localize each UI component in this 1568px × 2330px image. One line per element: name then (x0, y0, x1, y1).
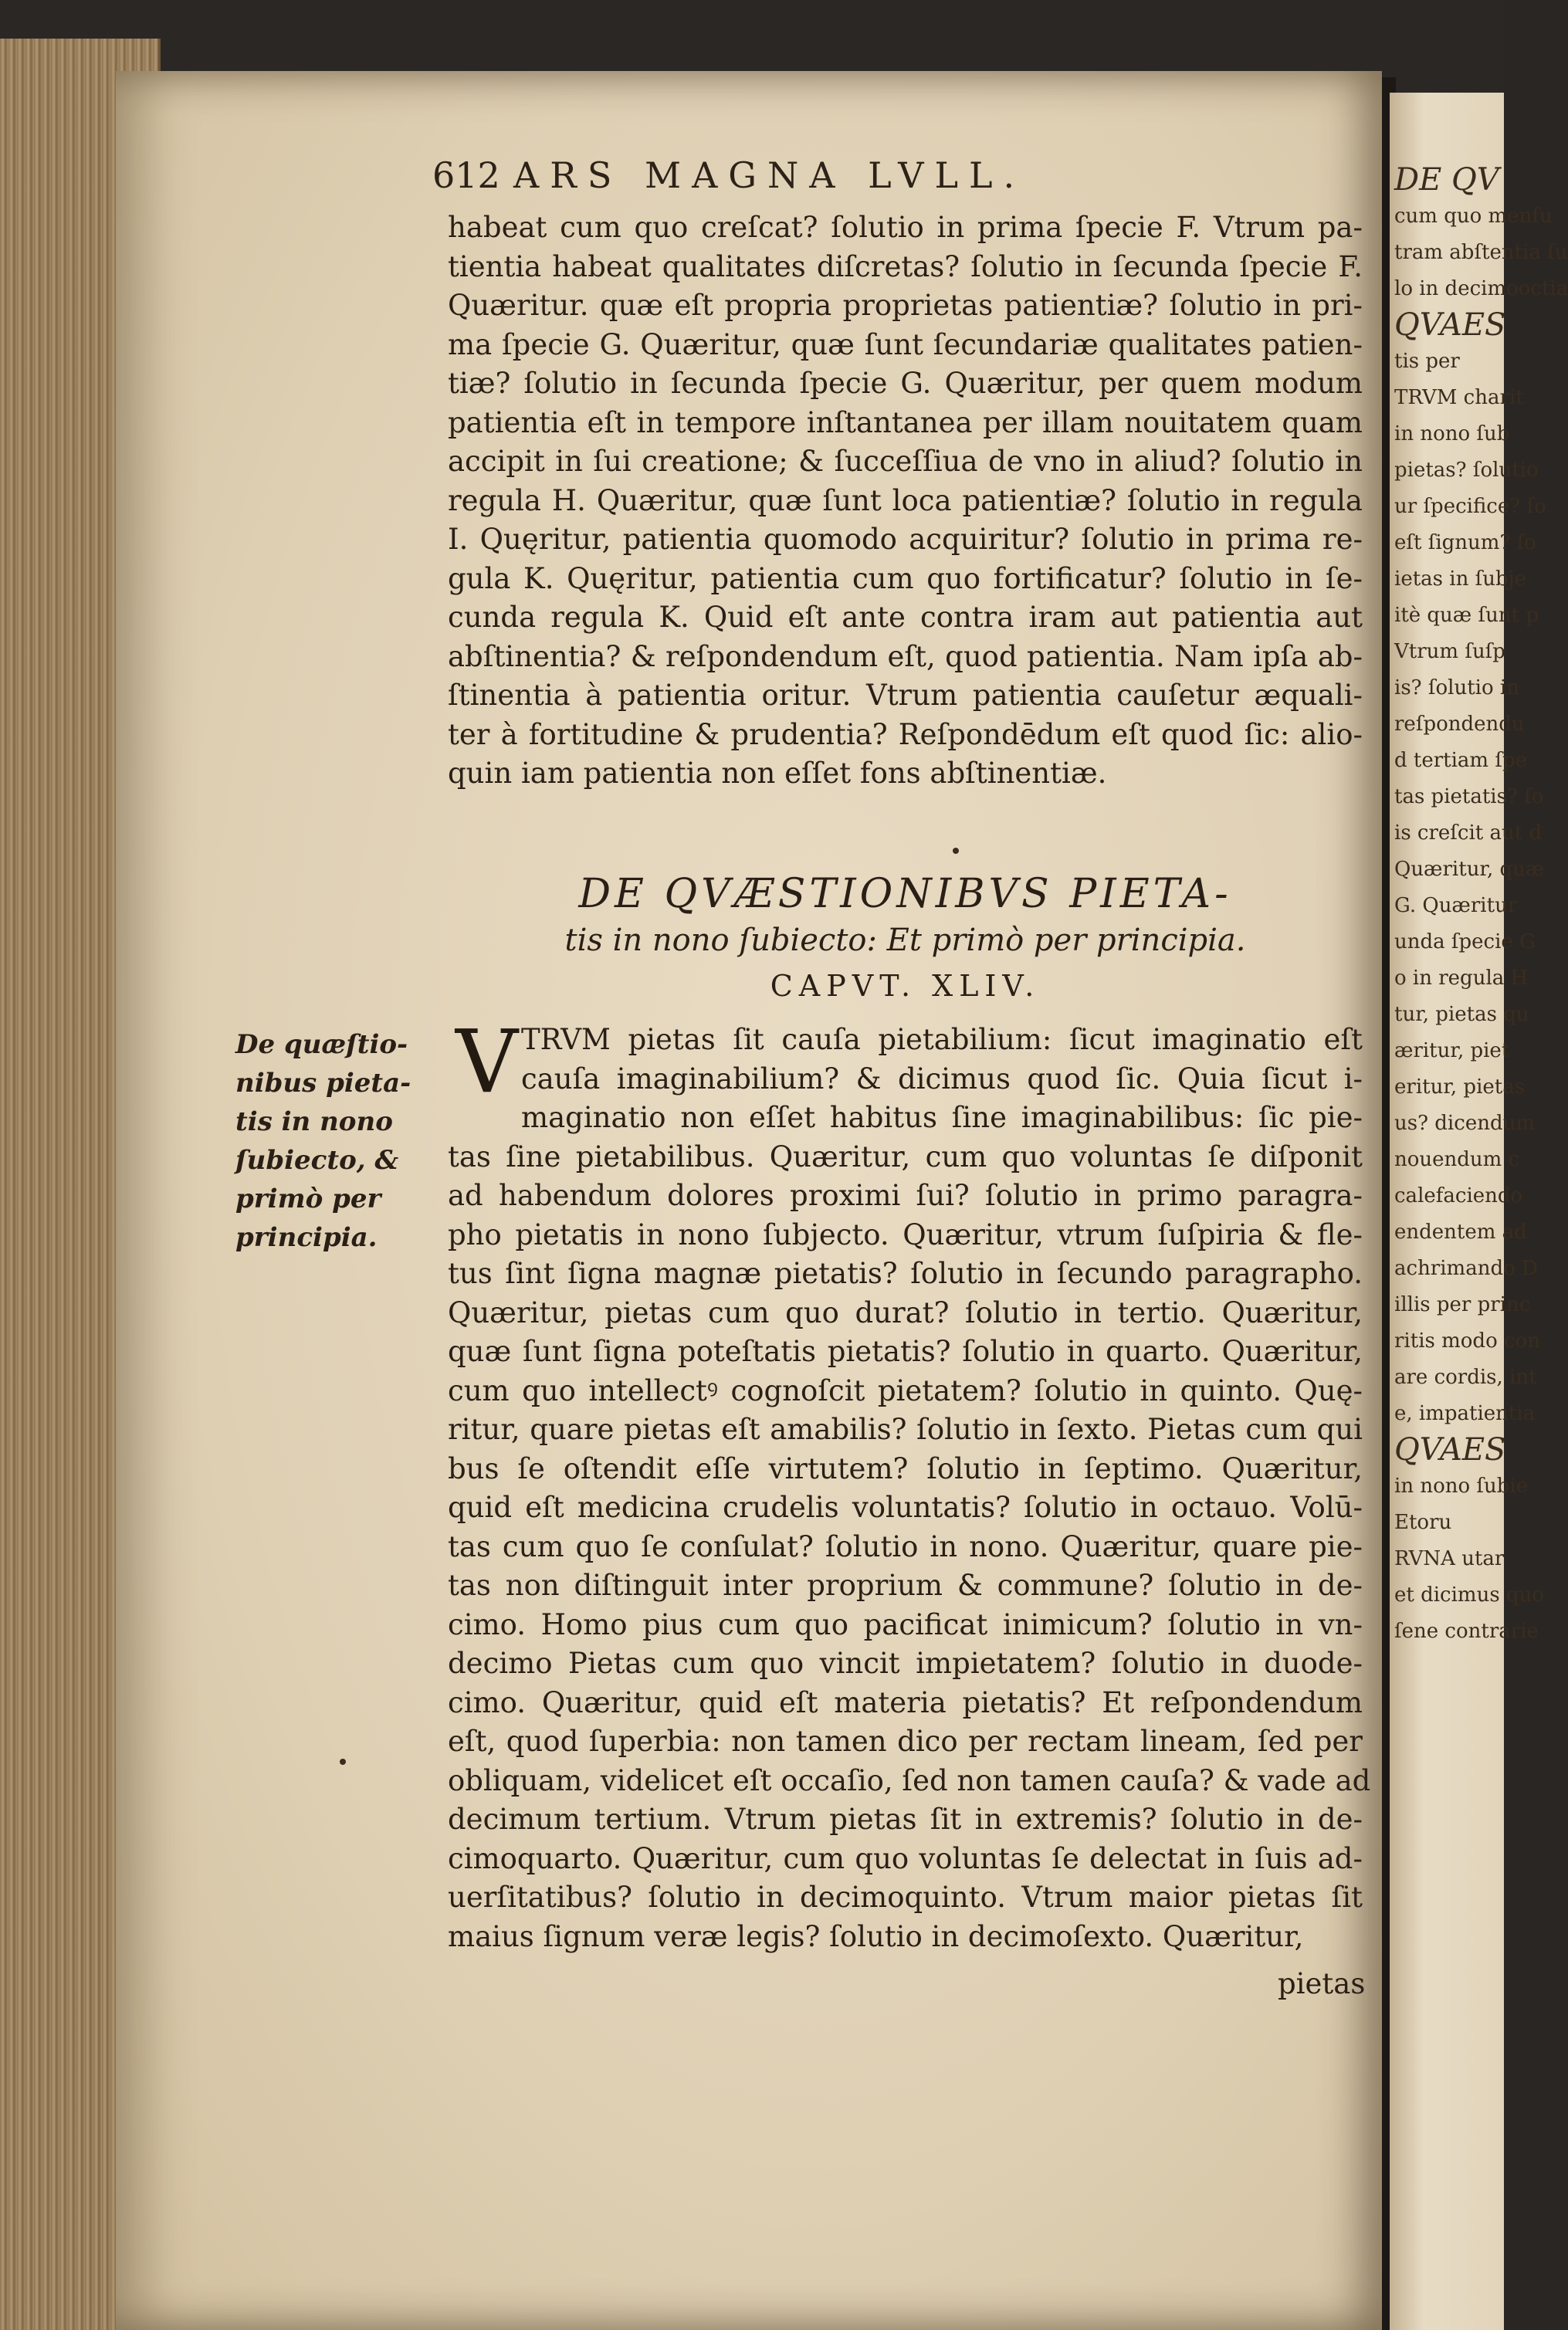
facing-page-line: e, impatientia (1394, 1402, 1536, 1425)
facing-page-line: Quæritur, quæ (1394, 858, 1545, 881)
facing-page-line: calefaciendo (1394, 1184, 1523, 1207)
chapter-subtitle: tis in nono ſubiecto: Et primò per principia. (564, 923, 1246, 958)
facing-page-line: ur ſpecifice? ſo (1394, 495, 1546, 518)
text-line: eſt, quod ſuperbia: non tamen dico per rectam lineam, ſed per (448, 1725, 1363, 1758)
text-line: cimo. Quæritur, quid eſt materia pietatis? Et reſpondendum (448, 1685, 1363, 1719)
text-line: quin iam patientia non eſſet fons abſtinentiæ. (448, 757, 1107, 790)
facing-page-line: endentem ad (1394, 1221, 1527, 1244)
text-line: quid eſt medicina crudelis voluntatis? ſolutio in octauo. Volū- (448, 1491, 1363, 1524)
chapter-title: DE QVÆSTIONIBVS PIETA- (578, 871, 1232, 917)
facing-page-line: cum quo menſu (1394, 205, 1553, 228)
text-line: pho pietatis in nono ſubjecto. Quæritur, vtrum ſuſpiria & fle- (448, 1217, 1363, 1251)
running-title: ARS MAGNA LVLL. (513, 154, 1026, 196)
facing-page-line: QVAES (1394, 307, 1506, 343)
facing-page-line: Etoru (1394, 1511, 1452, 1534)
facing-page-line: RVNA utar (1394, 1547, 1505, 1570)
text-line: decimo Pietas cum quo vincit impietatem? ſolutio in duode- (448, 1647, 1363, 1680)
drop-capital: V (455, 1012, 518, 1113)
catchword: pietas (1278, 1967, 1366, 2000)
facing-page-line: ietas in ſubje (1394, 567, 1527, 591)
text-line: ſtinentia à patientia oritur. Vtrum patientia cauſetur æquali- (448, 679, 1363, 712)
facing-page-line: TRVM charit (1394, 386, 1524, 409)
text-line: cimo. Homo pius cum quo pacificat inimicum? ſolutio in vn- (448, 1607, 1363, 1641)
ink-spot (953, 848, 959, 854)
facing-page-line: æritur, piet (1394, 1039, 1510, 1062)
marginal-note (235, 1025, 413, 1257)
facing-page-line: itè quæ ſunt p (1394, 604, 1539, 627)
facing-page (1390, 93, 1568, 2330)
facing-page-text (1394, 162, 1568, 1650)
ink-spot (340, 1759, 346, 1765)
text-line: regula H. Quæritur, quæ ſunt loca patientiæ? ſolutio in regula (448, 483, 1363, 517)
facing-page-line: d tertiam ſpe (1394, 749, 1528, 772)
text-line: Quæritur, pietas cum quo durat? ſolutio in tertio. Quæritur, (448, 1295, 1363, 1329)
facing-page-line: ſene contrarie (1394, 1620, 1539, 1643)
text-line: uerſitatibus? ſolutio in decimoquinto. Vtrum maior pietas ſit (448, 1881, 1363, 1914)
text-line: cum quo intellectꝰ cognoſcit pietatem? ſolutio in quinto. Quę- (448, 1373, 1363, 1407)
marginal-note-line: principia. (235, 1222, 378, 1253)
facing-page-line: et dicimus quo (1394, 1583, 1544, 1607)
marginal-note-line: tis in nono (235, 1106, 393, 1137)
text-line: tas cum quo ſe conſulat? ſolutio in nono. Quæritur, quare pie- (448, 1529, 1363, 1563)
text-line: obliquam, videlicet eſt occaſio, ſed non tamen cauſa? & vade ad (448, 1763, 1371, 1797)
text-line: maginatio non eſſet habitus ſine imaginabilibus: ſic pie- (521, 1101, 1363, 1134)
facing-page-line: achrimando D (1394, 1257, 1538, 1280)
facing-page-line: tram abſtentia ſu (1394, 241, 1568, 264)
facing-page-line: in nono ſubie (1394, 1475, 1529, 1498)
facing-page-line: eritur, pietas (1394, 1075, 1526, 1099)
facing-page-line: tur, pietas qu (1394, 1003, 1529, 1026)
text-line: maius ſignum veræ legis? ſolutio in decimoſexto. Quæritur, (448, 1919, 1304, 1953)
facing-page-line: pietas? ſolutio (1394, 459, 1539, 482)
text-line: abſtinentia? & reſpondendum eſt, quod patientia. Nam ipſa ab- (448, 639, 1363, 673)
text-line: tiæ? ſolutio in ſecunda ſpecie G. Quæritur, per quem modum (448, 367, 1363, 400)
text-line: ma ſpecie G. Quæritur, quæ ſunt ſecundariæ qualitates patien- (448, 327, 1363, 361)
facing-page-line: illis per princ (1394, 1293, 1531, 1316)
facing-page-line: eſt ſignum? ſo (1394, 531, 1536, 554)
facing-page-line: G. Quæritur (1394, 894, 1518, 917)
facing-page-line: tis per (1394, 350, 1460, 373)
text-line: I. Quęritur, patientia quomodo acquiritur? ſolutio in prima re- (448, 523, 1363, 556)
marginal-note-line: De quæſtio- (235, 1029, 408, 1060)
text-line: gula K. Quęritur, patientia cum quo fortificatur? ſolutio in ſe- (448, 561, 1363, 595)
text-line: patientia eſt in tempore inſtantanea per illam nouitatem quam (448, 405, 1363, 439)
facing-page-line: us? dicendum (1394, 1112, 1535, 1135)
text-line: Quæritur. quæ eſt propria proprietas patientiæ? ſolutio in pri- (448, 289, 1363, 322)
text-line: quæ ſunt ſigna poteſtatis pietatis? ſolutio in quarto. Quæritur, (448, 1335, 1363, 1368)
text-line: ter à fortitudine & prudentia? Reſpondēdum eſt quod ſic: alio- (448, 717, 1363, 751)
facing-page-line: unda ſpecie G (1394, 930, 1536, 953)
facing-page-line: DE QV (1394, 162, 1499, 198)
running-head (432, 154, 1297, 201)
text-line: ad habendum dolores proximi ſui? ſolutio in primo paragra- (448, 1179, 1363, 1212)
chapter-number: CAPVT. XLIV. (770, 969, 1041, 1003)
text-line: bus ſe oſtendit eſſe virtutem? ſolutio in ſeptimo. Quæritur, (448, 1451, 1363, 1485)
text-line: TRVM pietas ſit cauſa pietabilium: ſicut imaginatio eſt (521, 1023, 1363, 1056)
facing-page-line: o in regula H (1394, 967, 1529, 990)
facing-page-line: is? ſolutio in (1394, 676, 1519, 699)
facing-page-line: reſpondendu (1394, 713, 1525, 736)
text-block-2 (448, 1012, 1371, 1956)
text-line: cimoquarto. Quæritur, cum quo voluntas ſe delectat in ſuis ad- (448, 1841, 1363, 1875)
facing-page-line: lo in decimooctia (1394, 277, 1568, 300)
marginal-note-line: primò per (235, 1184, 381, 1214)
text-line: accipit in ſui creatione; & ſucceſſiua de vno in aliud? ſolutio in (448, 445, 1363, 478)
facing-page-line: in nono ſub (1394, 422, 1510, 445)
marginal-note-line: ſubiecto, & (235, 1145, 399, 1176)
text-line: tas non diſtinguit inter proprium & commune? ſolutio in de- (448, 1569, 1363, 1602)
facing-page-line: are cordis, int (1394, 1366, 1537, 1389)
text-line: tientia habeat qualitates diſcretas? ſolutio in ſecunda ſpecie F. (448, 249, 1363, 283)
text-line: habeat cum quo creſcat? ſolutio in prima ſpecie F. Vtrum pa- (448, 211, 1363, 244)
text-line: cauſa imaginabilium? & dicimus quod ſic. Quia ſicut i- (521, 1062, 1363, 1096)
text-line: decimum tertium. Vtrum pietas ſit in extremis? ſolutio in de- (448, 1803, 1363, 1836)
facing-page-line: Vtrum ſuſp (1394, 640, 1505, 663)
facing-page-line: QVAES (1394, 1432, 1506, 1468)
page-number: 612 (432, 154, 500, 196)
facing-page-line: tas pietatis? ſo (1394, 785, 1544, 808)
text-line: ritur, quare pietas eſt amabilis? ſolutio in ſexto. Pietas cum qui (448, 1413, 1363, 1446)
text-line: tus ſint ſigna magnæ pietatis? ſolutio in ſecundo paragrapho. (448, 1257, 1363, 1290)
facing-page-line: is creſcit aut d (1394, 821, 1543, 845)
marginal-note-line: nibus pieta- (235, 1068, 411, 1099)
facing-page-line: nouendum c (1394, 1148, 1520, 1171)
facing-page-line: ritis modo con (1394, 1329, 1540, 1353)
text-line: cunda regula K. Quid eſt ante contra iram aut patientia aut (448, 601, 1363, 634)
text-block-1 (448, 208, 1363, 794)
text-line: tas ſine pietabilibus. Quæritur, cum quo voluntas ſe diſponit (448, 1140, 1363, 1173)
